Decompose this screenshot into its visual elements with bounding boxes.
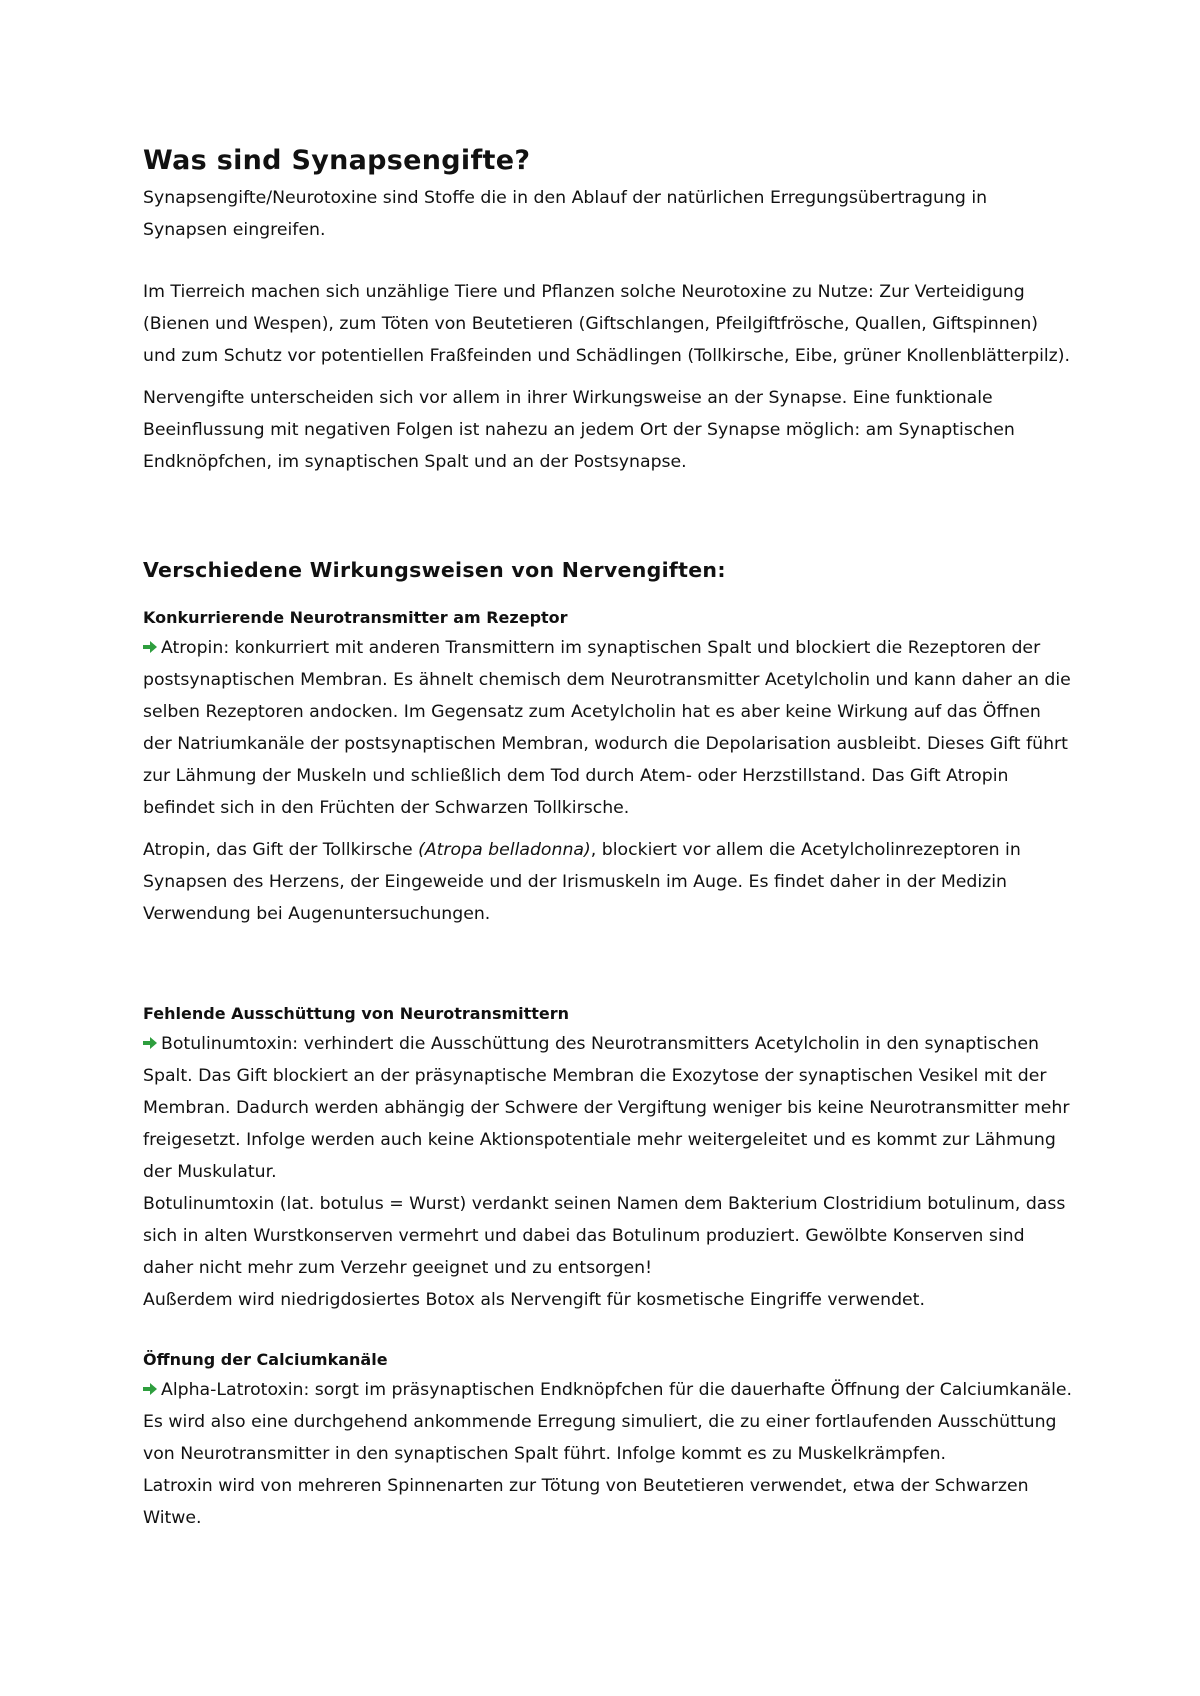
bullet-text-botulinum: Botulinumtoxin: verhindert die Ausschüttung des Neurotransmitters Acetylcholin in den synaptischen Spalt. Das Gift blockiert an der präsynaptische Membran die Exozytose der synaptischen Vesikel mit der Membran. Dadurch werden abhängig der Schwere der Vergiftung weniger bis keine Neurotransmitter mehr freigesetzt. Infolge werden auch keine Aktionspotentiale mehr weitergeleitet und es kommt zur Lähmung der Muskulatur. bbox=[143, 1034, 1070, 1182]
bullet-text-atropin: Atropin: konkurriert mit anderen Transmittern im synaptischen Spalt und blockiert die Rezeptoren der postsynaptischen Membran. Es ähnelt chemisch dem Neurotransmitter Acetylcholin und kann daher an die selben Rezeptoren andocken. Im Gegensatz zum Acetylcholin hat es aber keine Wirkung auf das Öffnen der Natriumkanäle der postsynaptischen Membran, wodurch die Depolarisation ausbleibt. Dieses Gift führt zur Lähmung der Muskeln und schließlich dem Tod durch Atem- oder Herzstillstand. Das Gift Atropin befindet sich in den Früchten der Schwarzen Tollkirsche. bbox=[143, 638, 1071, 818]
section-heading-calcium-channels: Öffnung der Calciumkanäle bbox=[143, 1350, 388, 1369]
section-subtitle: Verschiedene Wirkungsweisen von Nervengiften: bbox=[143, 558, 726, 582]
section-heading-competing-neurotransmitters: Konkurrierende Neurotransmitter am Rezeptor bbox=[143, 608, 568, 627]
paragraph-botulinum-extra-1: Botulinumtoxin (lat. botulus = Wurst) verdankt seinen Namen dem Bakterium Clostridium botulinum, dass sich in alten Wurstkonserven vermehrt und dabei das Botulinum produziert. Gewölbte Konserven sind daher nicht mehr zum Verzehr geeignet und zu entsorgen! bbox=[143, 1194, 1066, 1278]
species-name: (Atropa belladonna) bbox=[418, 840, 591, 860]
bullet-text-latrotoxin: Alpha-Latrotoxin: sorgt im präsynaptischen Endknöpfchen für die dauerhafte Öffnung der Calciumkanäle. Es wird also eine durchgehend ankommende Erregung simuliert, die zu einer fortlaufenden Ausschüttung von Neurotransmitter in den synaptischen Spalt führt. Infolge kommt es zu Muskelkrämpfen. bbox=[143, 1380, 1073, 1464]
paragraph-latrotoxin-extra: Latroxin wird von mehreren Spinnenarten zur Tötung von Beutetieren verwendet, etwa der Schwarzen Witwe. bbox=[143, 1476, 1029, 1528]
intro-paragraph-3: Nervengifte unterscheiden sich vor allem in ihrer Wirkungsweise an der Synapse. Eine funktionale Beeinflussung mit negativen Folgen ist nahezu an jedem Ort der Synapse möglich: am Synaptischen Endknöpfchen, im synaptischen Spalt und an der Postsynapse. bbox=[143, 388, 1015, 472]
page-title: Was sind Synapsengifte? bbox=[143, 145, 531, 176]
paragraph-botulinum-extra-2: Außerdem wird niedrigdosiertes Botox als Nervengift für kosmetische Eingriffe verwendet. bbox=[143, 1290, 925, 1310]
bullet-paragraph-latrotoxin bbox=[143, 1374, 1073, 1470]
document-body bbox=[143, 145, 1073, 1534]
arrow-right-icon bbox=[143, 1383, 157, 1395]
bullet-paragraph-atropin bbox=[143, 632, 1073, 824]
section-heading-missing-release: Fehlende Ausschüttung von Neurotransmittern bbox=[143, 1004, 570, 1023]
bullet-paragraph-botulinum bbox=[143, 1028, 1073, 1188]
paragraph-atropin-extra: Atropin, das Gift der Tollkirsche (Atropa belladonna), blockiert vor allem die Acetylcholinrezeptoren in Synapsen des Herzens, der Eingeweide und der Irismuskeln im Auge. Es findet daher in der Medizin Verwendung bei Augenuntersuchungen. bbox=[143, 840, 1021, 924]
intro-paragraph-2: Im Tierreich machen sich unzählige Tiere und Pflanzen solche Neurotoxine zu Nutze: Zur Verteidigung (Bienen und Wespen), zum Töten von Beutetieren (Giftschlangen, Pfeilgiftfrösche, Quallen, Giftspinnen) und zum Schutz vor potentiellen Fraßfeinden und Schädlingen (Tollkirsche, Eibe, grüner Knollenblätterpilz). bbox=[143, 282, 1070, 366]
arrow-right-icon bbox=[143, 641, 157, 653]
arrow-right-icon bbox=[143, 1037, 157, 1049]
intro-paragraph-1: Synapsengifte/Neurotoxine sind Stoffe die in den Ablauf der natürlichen Erregungsübertragung in Synapsen eingreifen. bbox=[143, 188, 988, 240]
